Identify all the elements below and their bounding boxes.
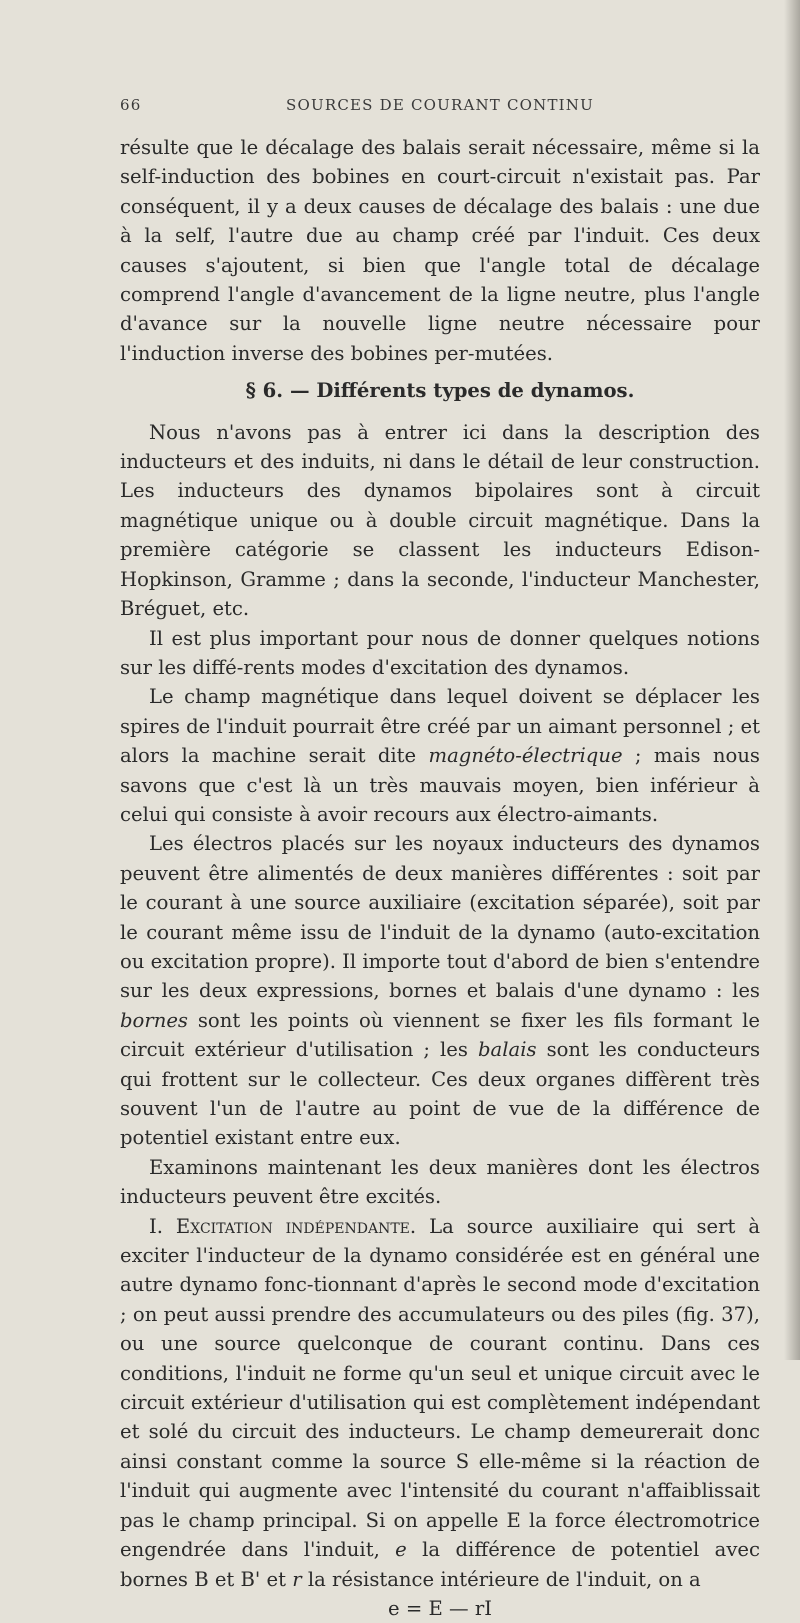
body-text	[120, 133, 760, 1623]
page-header	[120, 96, 760, 118]
text-span: la résistance intérieure de l'induit, on a	[301, 1567, 701, 1591]
text-span: Le champ magnétique dans lequel doivent se déplacer les spires de l'induit pourrait être créé par un aimant personnel ; et alors la machine serait dite	[120, 685, 760, 768]
paragraph-electros	[120, 829, 760, 1152]
paragraph-excitation-independante	[120, 1212, 760, 1594]
text-span: La source auxiliaire qui sert à exciter l'inducteur de la dynamo considérée est en général une autre dynamo fonc-tionnant d'après le second mode d'excitation ; on peut aussi prendre des accumulateurs ou des piles (fig. 37), ou une source quelconque de courant continu. Dans ces conditions, l'induit ne forme qu'un seul et unique circuit avec le circuit extérieur d'utilisation qui est complètement indépendant et solé du circuit des inducteurs. Le champ demeurerait donc ainsi constant comme la source S elle-même si la réaction de l'induit qui augmente avec l'intensité du courant n'affaiblissait pas le champ principal. Si on appelle E la force électromotrice engendrée dans l'induit,	[120, 1214, 760, 1562]
emphasis-term: magnéto-électrique	[428, 744, 623, 768]
emphasis-term: bornes	[120, 1008, 188, 1032]
section-title: § 6. — Différents types de dynamos.	[245, 379, 635, 403]
page-edge-shadow	[784, 0, 800, 1360]
paragraph-continuation: résulte que le décalage des balais serait nécessaire, même si la self-induction des bobines en court-circuit n'existait pas. Par conséquent, il y a deux causes de décalage des balais : une due à la self, l'autre due au champ créé par l'induit. Ces deux causes s'ajoutent, si bien que l'angle total de décalage comprend l'angle d'avancement de la ligne neutre, plus l'angle d'avance sur la nouvelle ligne neutre nécessaire pour l'induction inverse des bobines per-mutées.	[120, 136, 760, 365]
paragraph-examinons: Examinons maintenant les deux manières dont les électros inducteurs peuvent être excités.	[120, 1155, 760, 1209]
paragraph-modes-excitation: Il est plus important pour nous de donner quelques notions sur les diffé-rents modes d'excitation des dynamos.	[120, 626, 760, 679]
text-span: sont les points où viennent se fixer les fils formant le circuit extérieur d'utilisation ; les	[120, 1008, 760, 1062]
emphasis-term: e	[395, 1538, 407, 1562]
paragraph-inducteurs: Nous n'avons pas à entrer ici dans la description des inducteurs et des induits, ni dans le détail de leur construction. Les inducteurs des dynamos bipolaires sont à circuit magnétique unique ou à double circuit magnétique. Dans la première catégorie se classent les inducteurs Edison-Hopkinson, Gramme ; dans la seconde, l'inducteur Manchester, Bréguet, etc.	[120, 420, 760, 621]
text-span: Les électros placés sur les noyaux inducteurs des dynamos peuvent être alimentés de deux manières différentes : soit par le courant à une source auxiliaire (excitation séparée), soit par le courant même issu de l'induit de la dynamo (auto-excitation ou excitation propre). Il importe tout d'abord de bien s'entendre sur les deux expressions, bornes et balais d'une dynamo : les	[120, 832, 761, 1003]
text-span: I.	[149, 1214, 176, 1238]
formula: e = E — rI	[388, 1596, 492, 1620]
text-span: la différence de potentiel avec bornes B et B' et	[120, 1538, 760, 1591]
paragraph-champ-magnetique	[120, 682, 760, 829]
subsection-heading: Excitation indépendante.	[175, 1214, 417, 1238]
emphasis-term: balais	[478, 1038, 537, 1062]
emphasis-term: r	[292, 1567, 302, 1591]
text-span: sont les conducteurs qui frottent sur le collecteur. Ces deux organes diffèrent très souvent l'un de l'autre au point de vue de la différence de potentiel existant entre eux.	[120, 1038, 760, 1150]
page-number: 66	[120, 96, 142, 114]
running-title: SOURCES DE COURANT CONTINU	[286, 96, 594, 114]
text-span: ; mais nous savons que c'est là un très mauvais moyen, bien inférieur à celui qui consiste à avoir recours aux électro-aimants.	[120, 744, 760, 826]
